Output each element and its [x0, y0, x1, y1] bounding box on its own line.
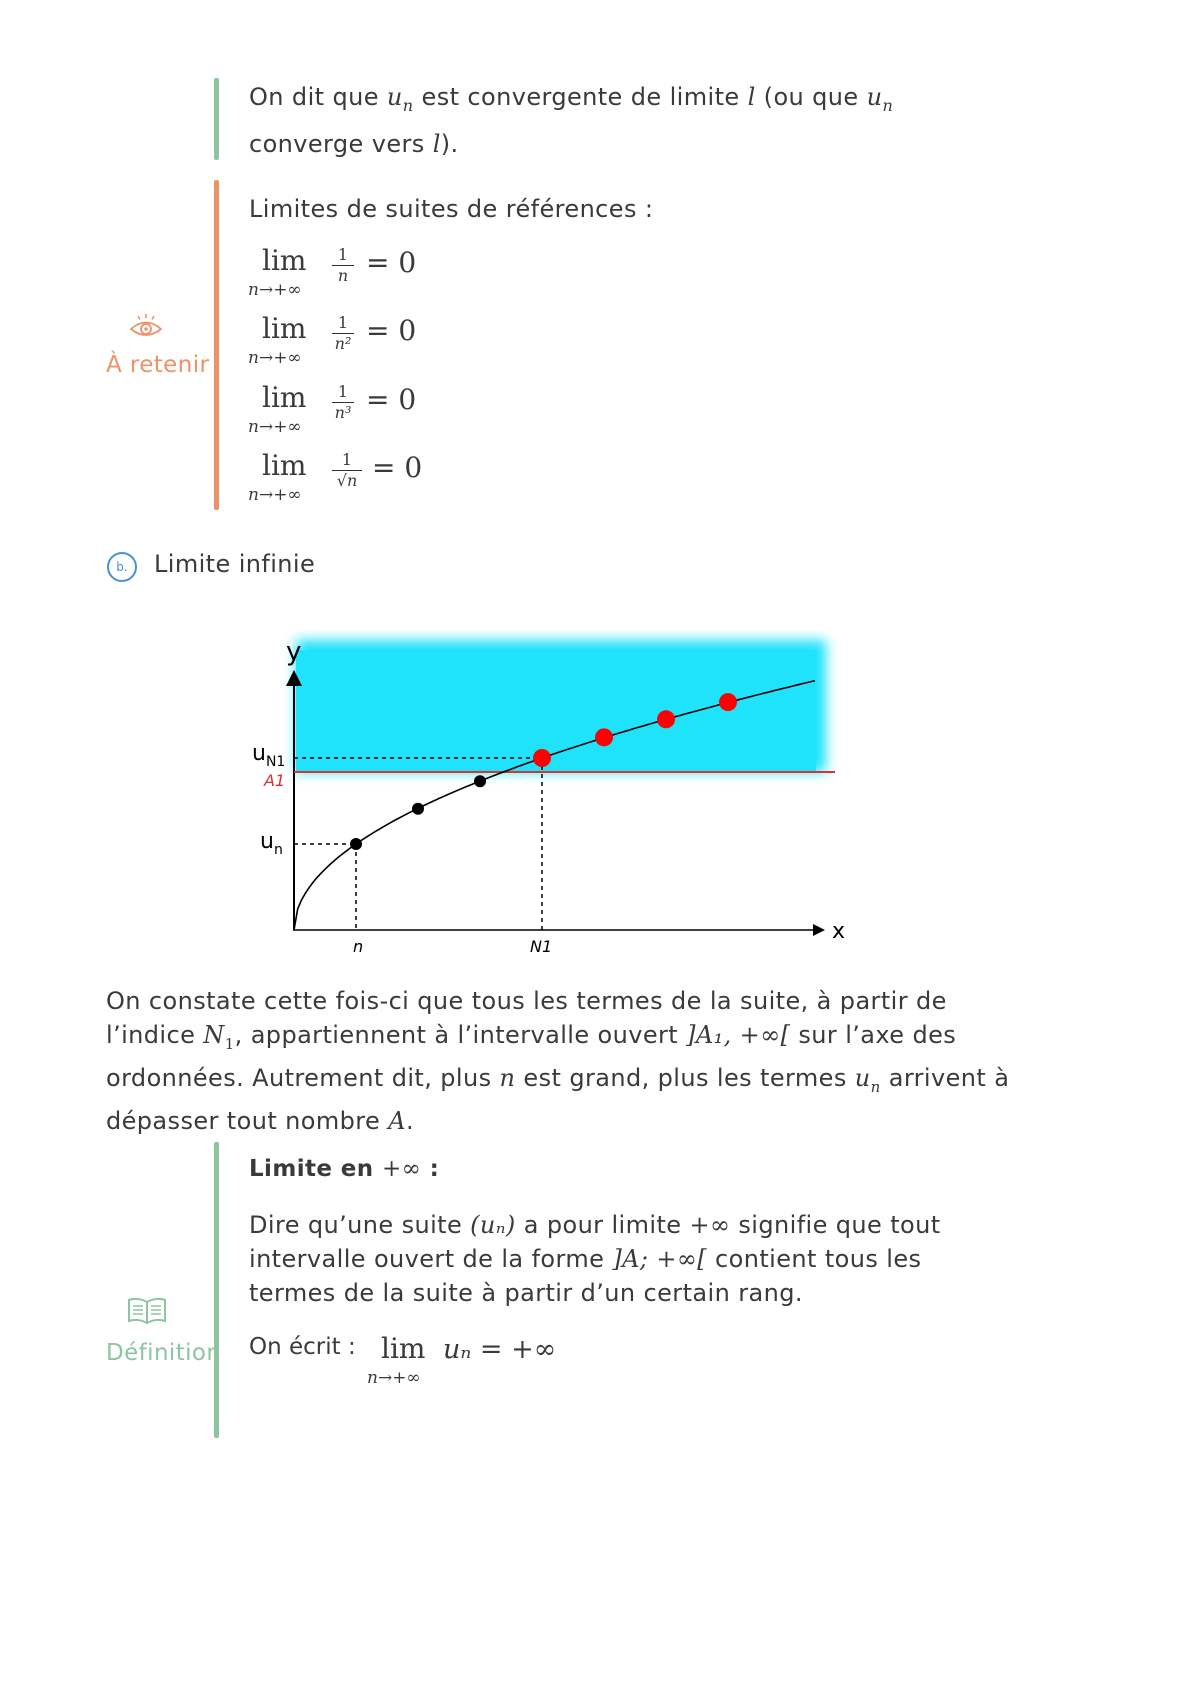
limit-row-3: lim n→+∞ 1 n³ = 0	[248, 381, 417, 437]
chart	[230, 630, 870, 970]
retenir-label: À retenir	[106, 352, 210, 378]
retenir-intro: Limites de suites de références :	[249, 195, 654, 223]
limit-row-4: lim n→+∞ 1 √n = 0	[248, 449, 423, 505]
book-icon	[126, 1294, 168, 1326]
limit-row-2: lim n→+∞ 1 n² = 0	[248, 312, 417, 368]
convergence-bar	[214, 78, 219, 160]
chart-svg	[230, 630, 870, 970]
section-badge: b.	[107, 552, 137, 582]
y-label-un: $u_n$	[260, 829, 283, 858]
red-point-1	[533, 749, 551, 767]
black-point-2	[412, 803, 424, 815]
red-point-3	[657, 710, 675, 728]
definition-bar	[214, 1142, 219, 1438]
limit-row-1: lim n→+∞ 1 n = 0	[248, 244, 417, 300]
explanation-paragraph: On constate cette fois-ci que tous les termes de la suite, à partir de l’indice $N_1$, appartiennent à l’intervalle ouvert ]A₁, +∞[ sur l’axe des ordonnées. Autrement dit, plus n est grand, plus les termes $u_n$ arrivent à dépasser tout nombre A.	[106, 987, 1010, 1135]
x-axis-label: x	[832, 919, 846, 944]
eye-icon	[128, 312, 164, 342]
definition-body: Dire qu’une suite (uₙ) a pour limite +∞ signifie que tout intervalle ouvert de la forme ]A; +∞[ contient tous les termes de la suite à partir d’un certain rang.	[249, 1211, 941, 1307]
red-point-2	[595, 728, 613, 746]
convergence-text: On dit que $u_n$ est convergente de limite l (ou que $u_n$ converge vers l).	[249, 83, 894, 158]
red-point-4	[719, 693, 737, 711]
definition-label: Définition	[106, 1340, 222, 1366]
x-label-N1: N1	[530, 937, 553, 956]
y-axis-label: y	[286, 637, 302, 667]
y-label-uN1: $u_{N1}$	[252, 741, 286, 770]
black-point-1	[350, 838, 362, 850]
black-point-3	[474, 775, 486, 787]
x-label-n: n	[353, 937, 364, 956]
definition-title: Limite en +∞ :	[249, 1156, 440, 1182]
retenir-bar	[214, 180, 219, 510]
section-title: Limite infinie	[154, 550, 316, 578]
definition-formula: On écrit : lim n→+∞ uₙ = +∞	[249, 1332, 557, 1388]
y-label-A1: A1	[264, 771, 286, 790]
